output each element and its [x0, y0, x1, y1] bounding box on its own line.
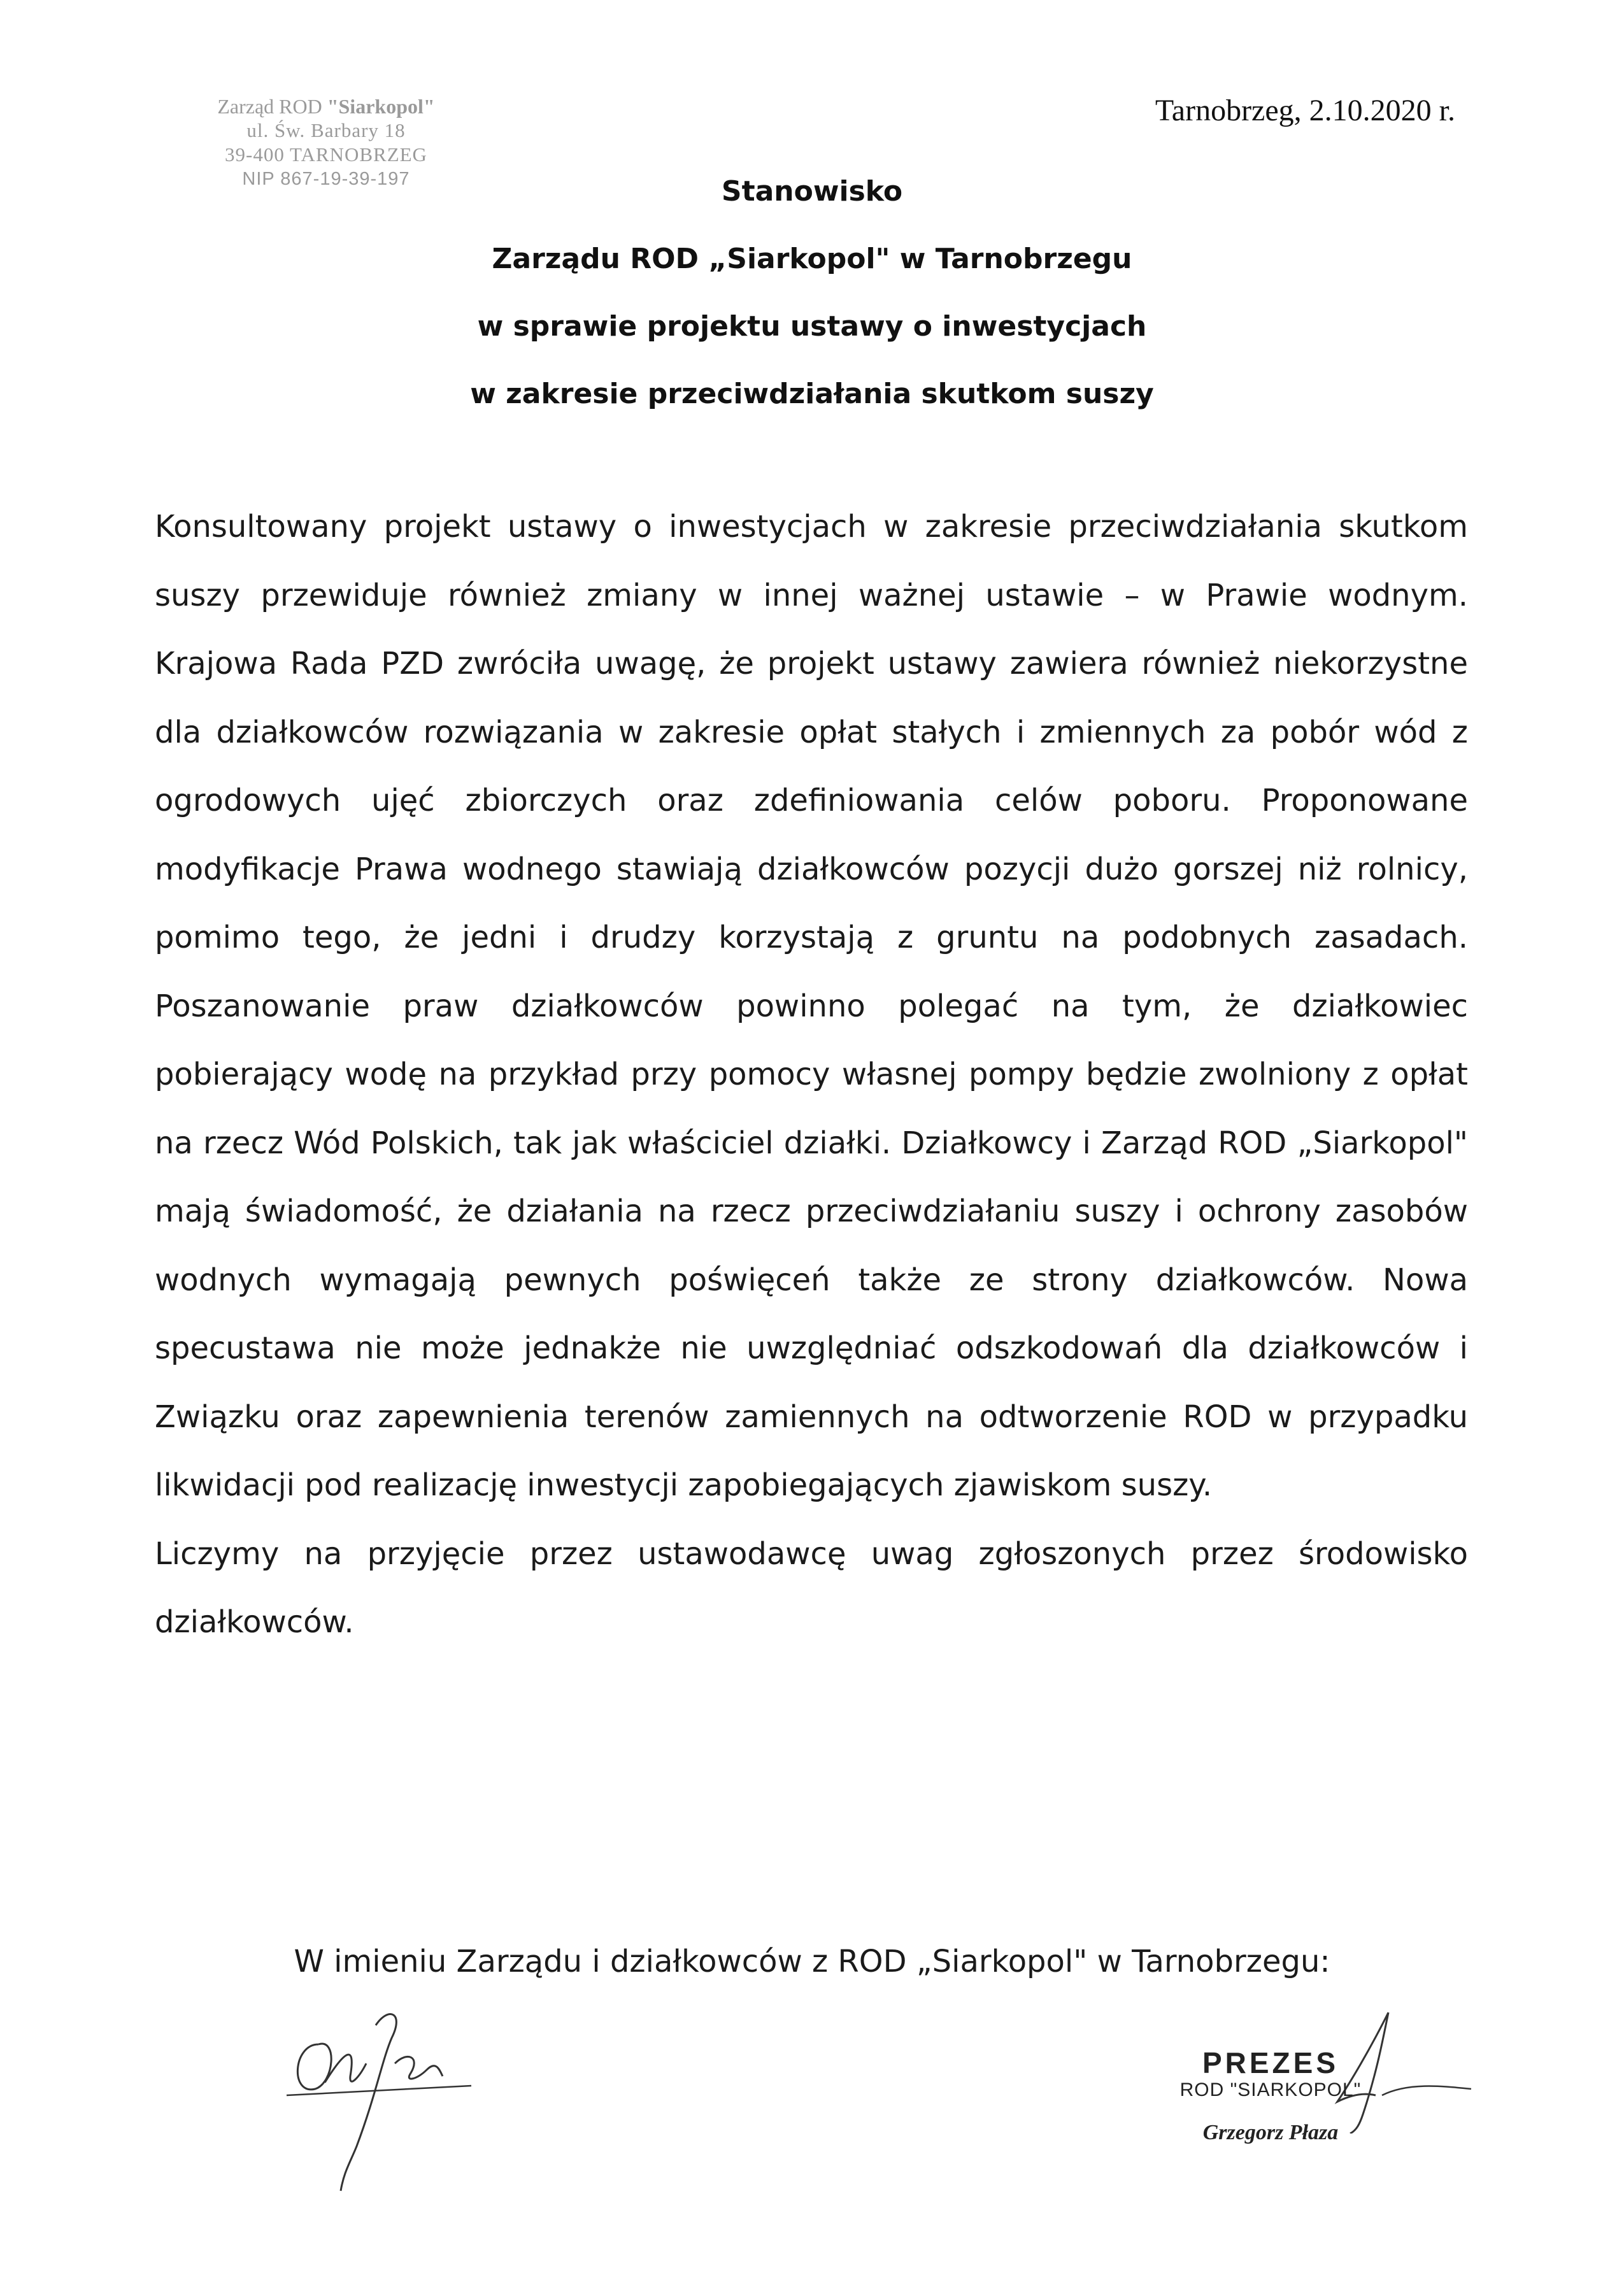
stamp-line-3: 39-400 TARNOBRZEG — [225, 143, 427, 166]
document-title — [0, 158, 1624, 428]
closing-line: W imieniu Zarządu i działkowców z ROD „Siarkopol" w Tarnobrzegu: — [294, 1944, 1330, 1979]
stamp-line-4: NIP 867-19-39-197 — [242, 169, 410, 189]
stamp-org-prefix: Zarząd ROD — [217, 95, 327, 118]
body-paragraph-1: Konsultowany projekt ustawy o inwestycjach w zakresie przeciwdziałania skutkom suszy przewiduje również zmiany w innej ważnej ustawie – w Prawie wodnym. Krajowa Rada PZD zwróciła uwagę, że projekt ustawy zawiera również niekorzystne dla działkowców rozwiązania w zakresie opłat stałych i zmiennych za pobór wód z ogrodowych ujęć zbiorczych oraz zdefiniowania celów poboru. Proponowane modyfikacje Prawa wodnego stawiają działkowców pozycji dużo gorszej niż rolnicy, pomimo tego, że jedni i drudzy korzystają z gruntu na podobnych zasadach. Poszanowanie praw działkowców powinno polegać na tym, że działkowiec pobierający wodę na przykład przy pomocy własnej pompy będzie zwolniony z opłat na rzecz Wód Polskich, tak jak właściciel działki. Działkowcy i Zarząd ROD „Siarkopol" mają świadomość, że działania na rzecz przeciwdziałaniu suszy i ochrony zasobów wodnych wymagają pewnych poświęceń także ze strony działkowców. Nowa specustawa nie może jednakże nie uwzględniać odszkodowań dla działkowców i Związku oraz zapewnienia terenów zamiennych na odtworzenie ROD w przypadku likwidacji pod realizację inwestycji zapobiegających zjawiskom suszy. — [155, 509, 1468, 1503]
body-paragraph-2: Liczymy na przyjęcie przez ustawodawcę uwag zgłoszonych przez środowisko działkowców. — [155, 1535, 1468, 1640]
president-stamp — [1143, 2047, 1398, 2145]
handwritten-signature-left — [280, 2000, 484, 2204]
title-line-1: Stanowisko — [721, 175, 903, 208]
title-line-3: w sprawie projektu ustawy o inwestycjach — [477, 310, 1147, 343]
document-body — [155, 493, 1468, 1657]
president-organization: ROD "SIARKOPOL" — [1179, 2079, 1362, 2100]
stamp-line-1 — [160, 94, 492, 118]
stamp-line-2: ul. Św. Barbary 18 — [246, 119, 406, 141]
president-name: Grzegorz Płaza — [1202, 2121, 1339, 2144]
document-date: Tarnobrzeg, 2.10.2020 r. — [1155, 94, 1455, 127]
president-title: PREZES — [1202, 2046, 1339, 2079]
stamp-org-name: "Siarkopol" — [327, 95, 435, 118]
title-line-2: Zarządu ROD „Siarkopol" w Tarnobrzegu — [492, 243, 1132, 275]
title-line-4: w zakresie przeciwdziałania skutkom suszy — [470, 378, 1154, 410]
